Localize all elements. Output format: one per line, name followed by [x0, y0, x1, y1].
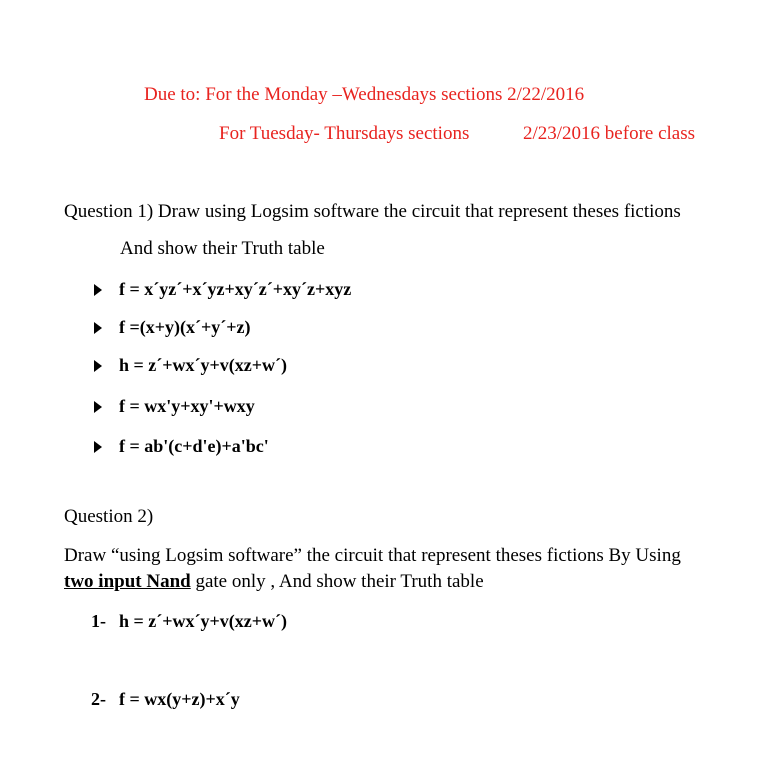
item-number: 1- [91, 611, 106, 631]
question-2-line-2 [64, 571, 484, 593]
due-line-1: Due to: For the Monday –Wednesdays sections 2/22/2016 [144, 84, 585, 105]
due-line-2-date: 2/23/2016 before class [523, 123, 696, 144]
question-2-line-1: Draw “using Logsim software” the circuit that represent theses fictions By Using [64, 545, 681, 566]
formula: f =(x+y)(x´+y´+z) [119, 317, 251, 337]
bullet-arrow-icon [94, 360, 102, 372]
formula: h = z´+wx´y+v(xz+w´) [119, 355, 287, 375]
formula: h = z´+wx´y+v(xz+w´) [119, 611, 287, 631]
bullet-arrow-icon [94, 284, 102, 296]
due-line-2-label: For Tuesday- Thursdays sections [219, 123, 470, 144]
question-1-subtitle: And show their Truth table [120, 238, 325, 259]
item-number: 2- [91, 689, 106, 709]
formula: f = x´yz´+x´yz+xy´z´+xy´z+xyz [119, 279, 352, 299]
bullet-arrow-icon [94, 401, 102, 413]
bullet-arrow-icon [94, 322, 102, 334]
question-2-line-2-rest: gate only , And show their Truth table [190, 571, 484, 592]
formula: f = ab'(c+d'e)+a'bc' [119, 436, 269, 456]
question-1-title: Question 1) Draw using Logsim software the circuit that represent theses fictions [64, 201, 681, 222]
formula: f = wx'y+xy'+wxy [119, 396, 255, 416]
question-2-title: Question 2) [64, 506, 154, 527]
bullet-arrow-icon [94, 441, 102, 453]
emphasis-two-input-nand: two input Nand [64, 571, 191, 592]
formula: f = wx(y+z)+x´y [119, 689, 240, 709]
